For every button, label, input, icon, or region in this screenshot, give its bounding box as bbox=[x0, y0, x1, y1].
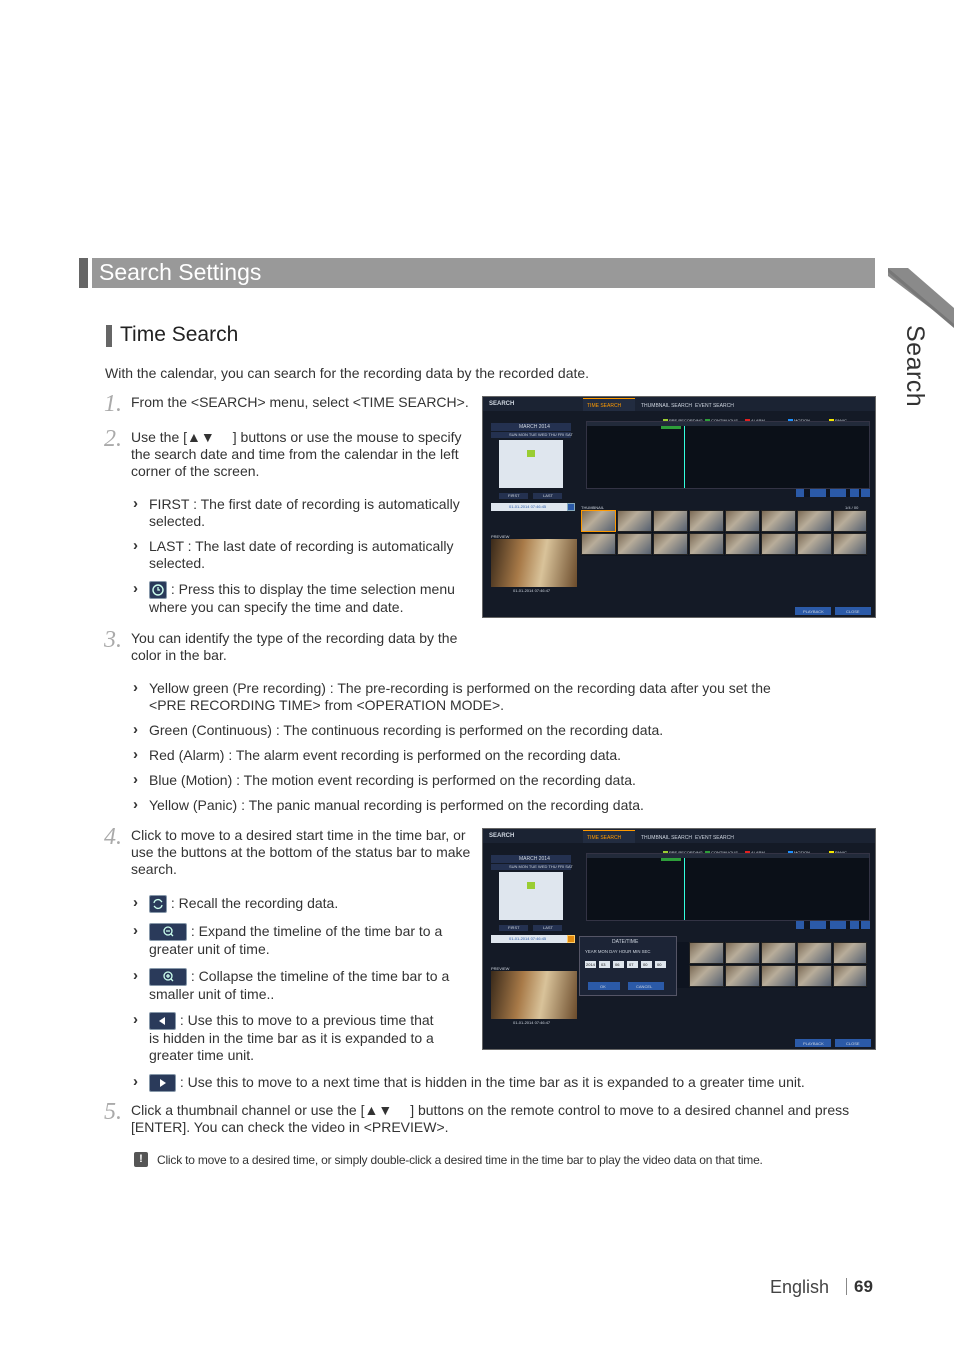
section-header bbox=[79, 258, 875, 288]
zoom-in-icon bbox=[149, 968, 187, 986]
prev-arrow-icon bbox=[149, 1012, 176, 1030]
step-3-number: 3. bbox=[104, 627, 122, 653]
bullet-expand: : Expand the timeline of the time bar to a greater unit of time. bbox=[149, 923, 443, 957]
bullet-chevron-icon: › bbox=[133, 1011, 138, 1028]
last-button[interactable]: LAST bbox=[533, 925, 562, 931]
dt-year[interactable]: 2014 bbox=[586, 962, 595, 967]
bullet-yellow-green: Yellow green (Pre recording) : The pre-recording is performed on the recording data after you set the <PRE RECORDING TIME> from <OPERATION MODE>. bbox=[149, 680, 771, 713]
calendar-grid[interactable] bbox=[499, 440, 563, 488]
step-2-number: 2. bbox=[104, 426, 122, 452]
bullet-prev: : Use this to move to a previous time that is hidden in the time bar as it is expanded to a greater time unit. bbox=[149, 1012, 434, 1063]
timeline[interactable] bbox=[586, 853, 870, 921]
calendar-grid[interactable] bbox=[499, 872, 563, 920]
first-button[interactable]: FIRST bbox=[499, 493, 528, 499]
bullet-chevron-icon: › bbox=[133, 721, 138, 738]
tab-time-search[interactable]: TIME SEARCH bbox=[583, 830, 635, 843]
dt-min[interactable]: 00 bbox=[641, 961, 652, 968]
page-number: 69 bbox=[854, 1277, 873, 1296]
subsection-accent bbox=[106, 325, 112, 347]
screen-title: SEARCH bbox=[489, 401, 515, 407]
bullet-red: Red (Alarm) : The alarm event recording is performed on the recording data. bbox=[149, 747, 622, 763]
step-2-text: Use the [▲▼ ] buttons or use the mouse to specify the search date and time from the calendar in the left corner of the screen. bbox=[131, 429, 462, 479]
dt-sec[interactable]: 00 bbox=[655, 961, 666, 968]
bullet-chevron-icon: › bbox=[133, 922, 138, 939]
bullet-chevron-icon: › bbox=[133, 495, 138, 512]
step-5-text: Click a thumbnail channel or use the [▲▼ ] buttons on the remote control to move to a desired channel and press [ENTER]. You can check the video in <PREVIEW>. bbox=[131, 1102, 850, 1135]
clock-icon bbox=[149, 581, 167, 599]
step-5-number: 5. bbox=[104, 1099, 122, 1125]
bullet-chevron-icon: › bbox=[133, 746, 138, 763]
playback-button[interactable]: PLAYBACK bbox=[795, 1039, 831, 1047]
bullet-chevron-icon: › bbox=[133, 796, 138, 813]
search-screenshot-2: SEARCH TIME SEARCH THUMBNAIL SEARCH EVENT SEARCH MARCH 2014 SUN MON TUE WED THU FRI SAT FIRST LAST 01-01-2014 07:46:45 DATE/TIME YEAR MON DAY HOUR MIN SEC 2014 03 06 07 00 00 OK CANCEL PREVIEW 01-01-2014 07:46:47 PLAYBACK CLOSE bbox=[482, 828, 876, 1050]
step-1-text: From the <SEARCH> menu, select <TIME SEARCH>. bbox=[131, 394, 469, 410]
dt-hour[interactable]: 07 bbox=[627, 961, 638, 968]
timeline-controls[interactable] bbox=[796, 489, 870, 497]
bullet-time-select: : Press this to display the time selection menu where you can specify the time and date. bbox=[149, 581, 455, 615]
dt-cancel-button[interactable]: CANCEL bbox=[628, 982, 664, 990]
dt-day[interactable]: 06 bbox=[613, 961, 624, 968]
bullet-chevron-icon: › bbox=[133, 1073, 138, 1090]
tab-event-search[interactable]: EVENT SEARCH bbox=[695, 403, 734, 409]
clock-button-icon[interactable] bbox=[567, 935, 575, 943]
subsection-title: Time Search bbox=[120, 323, 239, 346]
note-text: Click to move to a desired time, or simply double-click a desired time in the time bar to play the video data on that time. bbox=[157, 1153, 763, 1167]
intro-text: With the calendar, you can search for the recording data by the recorded date. bbox=[105, 365, 590, 381]
side-tab-label: Search bbox=[901, 325, 929, 408]
datetime-field[interactable]: 01-01-2014 07:46:45 bbox=[491, 503, 573, 511]
bullet-last: LAST : The last date of recording is automatically selected. bbox=[149, 538, 454, 571]
bullet-first: FIRST : The first date of recording is automatically selected. bbox=[149, 496, 460, 529]
bullet-yellow: Yellow (Panic) : The panic manual recording is performed on the recording data. bbox=[149, 797, 644, 813]
side-tab-band bbox=[888, 268, 954, 328]
step-4-number: 4. bbox=[104, 824, 122, 850]
bullet-collapse: : Collapse the timeline of the time bar to a smaller unit of time.. bbox=[149, 968, 450, 1002]
close-button[interactable]: CLOSE bbox=[835, 1039, 871, 1047]
datetime-popup: DATE/TIME YEAR MON DAY HOUR MIN SEC 2014 03 06 07 00 00 OK CANCEL bbox=[579, 936, 677, 996]
refresh-icon bbox=[149, 895, 167, 913]
bullet-chevron-icon: › bbox=[133, 580, 138, 597]
dt-ok-button[interactable]: OK bbox=[588, 982, 620, 990]
preview-image bbox=[491, 539, 577, 587]
preview-image bbox=[491, 971, 577, 1019]
bullet-blue: Blue (Motion) : The motion event recording is performed on the recording data. bbox=[149, 772, 636, 788]
step-1-number: 1. bbox=[104, 391, 122, 417]
bullet-chevron-icon: › bbox=[133, 967, 138, 984]
footer-divider bbox=[846, 1278, 847, 1295]
bullet-chevron-icon: › bbox=[133, 679, 138, 696]
section-title: Search Settings bbox=[99, 259, 262, 285]
first-button[interactable]: FIRST bbox=[499, 925, 528, 931]
datetime-field[interactable]: 01-01-2014 07:46:45 bbox=[491, 935, 573, 943]
bullet-recall: : Recall the recording data. bbox=[149, 895, 338, 913]
bullet-next: : Use this to move to a next time that is hidden in the time bar as it is expanded to a greater time unit. bbox=[149, 1074, 805, 1092]
bullet-green: Green (Continuous) : The continuous recording is performed on the recording data. bbox=[149, 722, 664, 738]
thumbnail-grid[interactable] bbox=[581, 510, 867, 556]
next-arrow-icon bbox=[149, 1074, 176, 1092]
search-screenshot-1: SEARCH TIME SEARCH THUMBNAIL SEARCH EVENT SEARCH MARCH 2014 SUN MON TUE WED THU FRI SAT FIRST LAST 01-01-2014 07:46:45 THUMBNAIL 1/4 / 00 PREVIEW 01-01-2014 07:46:47 PLAYBACK CLOSE bbox=[482, 396, 876, 618]
bullet-chevron-icon: › bbox=[133, 537, 138, 554]
clock-button-icon[interactable] bbox=[567, 503, 575, 511]
bullet-chevron-icon: › bbox=[133, 771, 138, 788]
tab-time-search[interactable]: TIME SEARCH bbox=[583, 398, 635, 411]
playback-button[interactable]: PLAYBACK bbox=[795, 607, 831, 615]
tab-thumbnail-search[interactable]: THUMBNAIL SEARCH bbox=[641, 835, 692, 841]
timeline-controls[interactable] bbox=[796, 921, 870, 929]
last-button[interactable]: LAST bbox=[533, 493, 562, 499]
tab-event-search[interactable]: EVENT SEARCH bbox=[695, 835, 734, 841]
zoom-out-icon bbox=[149, 923, 187, 941]
note-icon: ! bbox=[134, 1152, 148, 1167]
footer-language: English bbox=[770, 1277, 830, 1297]
bullet-chevron-icon: › bbox=[133, 894, 138, 911]
step-3-text: You can identify the type of the recording data by the color in the bar. bbox=[131, 630, 458, 663]
close-button[interactable]: CLOSE bbox=[835, 607, 871, 615]
timeline[interactable] bbox=[586, 421, 870, 489]
tab-thumbnail-search[interactable]: THUMBNAIL SEARCH bbox=[641, 403, 692, 409]
dt-mon[interactable]: 03 bbox=[599, 961, 610, 968]
step-4-text: Click to move to a desired start time in the time bar, or use the buttons at the bottom of the status bar to make search. bbox=[131, 827, 471, 877]
